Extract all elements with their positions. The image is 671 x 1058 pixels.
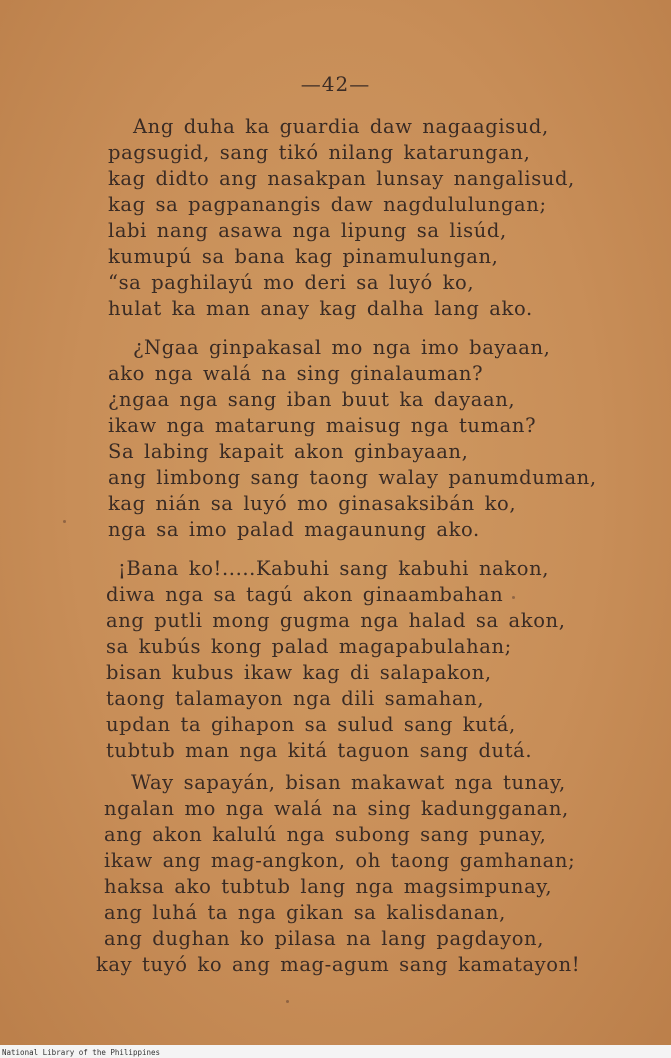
verse-line: ikaw ang mag-angkon, oh taong gamhanan;: [104, 849, 576, 872]
verse-line: kag didto ang nasakpan lunsay nangalisud,: [108, 167, 575, 190]
verse-line: Way sapayán, bisan makawat nga tunay,: [131, 771, 566, 794]
verse-line: ang limbong sang taong walay panumduman,: [108, 466, 597, 489]
verse-line: ang dughan ko pilasa na lang pagdayon,: [104, 927, 544, 950]
verse-line: ngalan mo nga walá na sing kadungganan,: [104, 797, 569, 820]
verse-line: hulat ka man anay kag dalha lang ako.: [108, 297, 533, 320]
footer-bar: [0, 1045, 671, 1058]
verse-line: pagsugid, sang tikó nilang katarungan,: [108, 141, 531, 164]
verse-line: ang putli mong gugma nga halad sa akon,: [106, 609, 566, 632]
verse-line: taong talamayon nga dili samahan,: [106, 687, 485, 710]
library-credit: National Library of the Philippines: [2, 1048, 161, 1057]
verse-line: nga sa imo palad magaunung ako.: [108, 518, 480, 541]
verse-line: sa kubús kong palad magapabulahan;: [106, 635, 512, 658]
verse-line: haksa ako tubtub lang nga magsimpunay,: [104, 875, 553, 898]
verse-line: kumupú sa bana kag pinamulungan,: [108, 245, 499, 268]
verse-line: ikaw nga matarung maisug nga tuman?: [108, 414, 537, 437]
verse-line: “sa paghilayú mo deri sa luyó ko,: [108, 271, 475, 294]
verse-line: ako nga walá na sing ginalauman?: [108, 362, 484, 385]
verse-line: Sa labing kapait akon ginbayaan,: [108, 440, 469, 463]
verse-line: kag sa pagpanangis daw nagdululungan;: [108, 193, 547, 216]
paper-speck: [286, 1000, 289, 1003]
page-number: —42—: [300, 72, 371, 96]
verse-line: labi nang asawa nga lipung sa lisúd,: [108, 219, 507, 242]
verse-line: ¿Ngaa ginpakasal mo nga imo bayaan,: [133, 336, 551, 359]
verse-line: ang akon kalulú nga subong sang punay,: [104, 823, 547, 846]
paper-speck: [512, 596, 515, 599]
verse-line: bisan kubus ikaw kag di salapakon,: [106, 661, 492, 684]
verse-line: diwa nga sa tagú akon ginaambahan: [106, 583, 504, 606]
verse-line: Ang duha ka guardia daw nagaagisud,: [133, 115, 549, 138]
verse-line: ang luhá ta nga gikan sa kalisdanan,: [104, 901, 506, 924]
verse-line: ¿ngaa nga sang iban buut ka dayaan,: [108, 388, 516, 411]
verse-line: updan ta gihapon sa sulud sang kutá,: [106, 713, 516, 736]
paper-speck: [63, 520, 66, 523]
verse-line: ¡Bana ko!.....Kabuhi sang kabuhi nakon,: [118, 557, 550, 580]
verse-line: kay tuyó ko ang mag-agum sang kamatayon!: [96, 953, 581, 976]
verse-line: tubtub man nga kitá taguon sang dutá.: [106, 739, 533, 762]
verse-line: kag nián sa luyó mo ginasaksibán ko,: [108, 492, 517, 515]
